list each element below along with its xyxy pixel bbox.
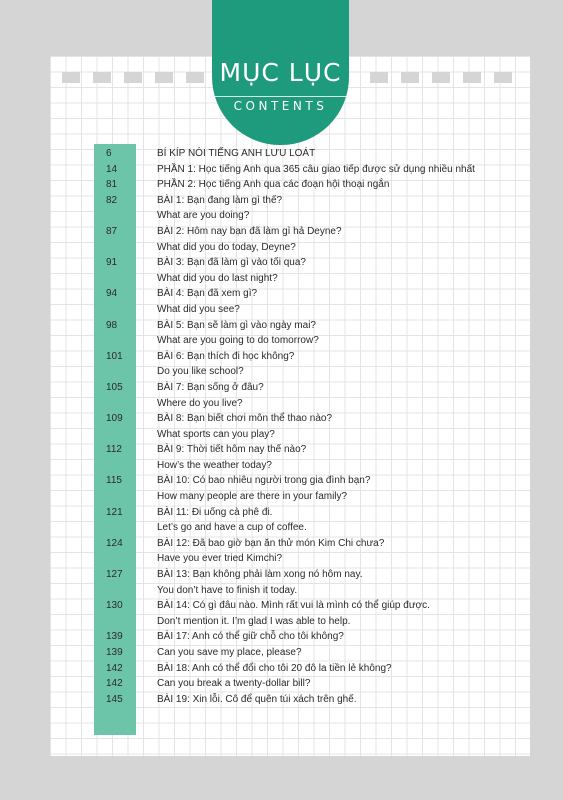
toc-entry-title: BÀI 13: Bạn không phải làm xong nó hôm nay. xyxy=(157,569,363,581)
toc-row[interactable] xyxy=(94,505,524,521)
toc-page-number: 142 xyxy=(106,662,123,674)
toc-entry-title: Don’t mention it. I’m glad I was able to help. xyxy=(157,615,351,627)
toc-row[interactable] xyxy=(94,240,524,256)
toc-row[interactable] xyxy=(94,676,524,692)
toc-entry-title: BÀI 11: Đi uống cà phê đi. xyxy=(157,506,273,518)
toc-row[interactable] xyxy=(94,333,524,349)
toc-entry-title: BÀI 17: Anh có thể giữ chỗ cho tôi không? xyxy=(157,631,344,643)
toc-entry-title: What did you see? xyxy=(157,303,240,315)
toc-row[interactable] xyxy=(94,489,524,505)
toc-page-number: 14 xyxy=(106,163,118,175)
toc-entry-title: Do you like school? xyxy=(157,366,244,378)
toc-entry-title: BÀI 19: Xin lỗi. Cô để quên túi xách trên ghế. xyxy=(157,693,357,705)
toc-page-number: 139 xyxy=(106,647,123,658)
toc-row[interactable] xyxy=(94,177,524,193)
binder-hole xyxy=(370,72,388,83)
toc-page-number: 142 xyxy=(106,678,123,690)
page-subtitle: CONTENTS xyxy=(233,99,328,113)
binder-hole xyxy=(463,72,481,83)
toc-entry-title: BÀI 3: Bạn đã làm gì vào tối qua? xyxy=(157,257,306,269)
toc-page-number: 115 xyxy=(106,475,122,487)
toc-row[interactable] xyxy=(94,692,524,708)
toc-page-number: 124 xyxy=(106,537,123,549)
toc-entry-title: How’s the weather today? xyxy=(157,459,272,471)
page-title: MỤC LỤC xyxy=(219,58,342,87)
binder-hole xyxy=(494,72,512,83)
toc-page-number: 101 xyxy=(106,350,123,362)
toc-entry-title: Where do you live? xyxy=(157,397,243,409)
toc-page-number: 121 xyxy=(106,506,123,518)
toc-entry-title: Can you save my place, please? xyxy=(157,647,302,658)
table-of-contents xyxy=(94,146,524,707)
title-divider xyxy=(214,96,348,97)
toc-entry-title: What are you going to do tomorrow? xyxy=(157,335,319,347)
toc-row[interactable] xyxy=(94,442,524,458)
toc-entry-title: BÀI 14: Có gì đâu nào. Mình rất vui là mình có thể giúp được. xyxy=(157,600,430,612)
toc-row[interactable] xyxy=(94,567,524,583)
toc-row[interactable] xyxy=(94,380,524,396)
toc-page-number: 98 xyxy=(106,319,118,331)
toc-entry-title: BÀI 1: Bạn đang làm gì thế? xyxy=(157,194,283,206)
toc-page-number: 91 xyxy=(106,257,118,269)
binder-hole xyxy=(93,72,111,83)
toc-entry-title: BÀI 4: Bạn đã xem gì? xyxy=(157,288,258,300)
toc-page-number: 94 xyxy=(106,288,118,300)
toc-row[interactable] xyxy=(94,193,524,209)
toc-entry-title: BÀI 7: Bạn sống ở đâu? xyxy=(157,381,264,393)
toc-entry-title: You don’t have to finish it today. xyxy=(157,584,298,596)
toc-row[interactable] xyxy=(94,536,524,552)
toc-row[interactable] xyxy=(94,645,524,661)
toc-row[interactable] xyxy=(94,162,524,178)
toc-row[interactable] xyxy=(94,520,524,536)
toc-row[interactable] xyxy=(94,458,524,474)
toc-page-number: 112 xyxy=(106,444,122,456)
binder-hole xyxy=(432,72,450,83)
toc-entry-title: BÍ KÍP NÓI TIẾNG ANH LƯU LOÁT xyxy=(157,148,316,159)
toc-page-number: 139 xyxy=(106,631,123,643)
toc-row[interactable] xyxy=(94,396,524,412)
toc-entry-title: BÀI 2: Hôm nay bạn đã làm gì hả Deyne? xyxy=(157,225,342,237)
toc-row[interactable] xyxy=(94,473,524,489)
toc-row[interactable] xyxy=(94,255,524,271)
binder-hole xyxy=(401,72,419,83)
toc-page-number: 81 xyxy=(106,179,118,191)
toc-row[interactable] xyxy=(94,583,524,599)
toc-entry-title: BÀI 18: Anh có thể đổi cho tôi 20 đô la tiền lẻ không? xyxy=(157,662,392,674)
toc-row[interactable] xyxy=(94,302,524,318)
toc-entry-title: Have you ever tried Kimchi? xyxy=(157,553,283,565)
toc-page-number: 127 xyxy=(106,569,123,581)
binder-hole xyxy=(62,72,80,83)
toc-entry-title: BÀI 5: Bạn sẽ làm gì vào ngày mai? xyxy=(157,319,316,331)
toc-page-number: 130 xyxy=(106,600,123,612)
toc-entry-title: Can you break a twenty-dollar bill? xyxy=(157,678,311,690)
toc-row[interactable] xyxy=(94,318,524,334)
binder-hole xyxy=(186,72,204,83)
toc-entry-title: What did you do today, Deyne? xyxy=(157,241,296,253)
toc-entry-title: Let’s go and have a cup of coffee. xyxy=(157,522,307,534)
toc-row[interactable] xyxy=(94,411,524,427)
toc-row[interactable] xyxy=(94,598,524,614)
toc-entry-title: BÀI 9: Thời tiết hôm nay thế nào? xyxy=(157,444,307,456)
toc-page-number: 82 xyxy=(106,194,118,206)
toc-entry-title: PHẦN 2: Học tiếng Anh qua các đoạn hội thoại ngắn xyxy=(157,179,390,191)
toc-page-number: 6 xyxy=(106,148,112,159)
toc-entry-title: BÀI 6: Bạn thích đi học không? xyxy=(157,350,295,362)
toc-entry-title: What sports can you play? xyxy=(157,428,275,440)
toc-row[interactable] xyxy=(94,271,524,287)
toc-entry-title: What are you doing? xyxy=(157,210,250,222)
toc-entry-title: How many people are there in your family? xyxy=(157,491,348,503)
toc-page-number: 87 xyxy=(106,225,118,237)
toc-entry-title: BÀI 8: Bạn biết chơi môn thể thao nào? xyxy=(157,413,333,425)
toc-row[interactable] xyxy=(94,349,524,365)
toc-row[interactable] xyxy=(94,208,524,224)
binder-hole xyxy=(124,72,142,83)
toc-row[interactable] xyxy=(94,614,524,630)
toc-row[interactable] xyxy=(94,427,524,443)
toc-row[interactable] xyxy=(94,286,524,302)
toc-page-number: 109 xyxy=(106,413,123,425)
toc-row[interactable] xyxy=(94,224,524,240)
binder-hole xyxy=(155,72,173,83)
toc-row[interactable] xyxy=(94,551,524,567)
toc-entry-title: PHẦN 1: Học tiếng Anh qua 365 câu giao tiếp được sử dụng nhiều nhất xyxy=(157,163,475,175)
toc-page-number: 145 xyxy=(106,693,123,705)
toc-entry-title: What did you do last night? xyxy=(157,272,278,284)
toc-row[interactable] xyxy=(94,364,524,380)
toc-page-number: 105 xyxy=(106,381,123,393)
toc-row[interactable] xyxy=(94,629,524,645)
toc-row[interactable] xyxy=(94,661,524,677)
toc-entry-title: BÀI 10: Có bao nhiêu người trong gia đình bạn? xyxy=(157,475,371,487)
toc-entry-title: BÀI 12: Đã bao giờ bạn ăn thử món Kim Chi chưa? xyxy=(157,537,385,549)
toc-row[interactable] xyxy=(94,146,524,162)
